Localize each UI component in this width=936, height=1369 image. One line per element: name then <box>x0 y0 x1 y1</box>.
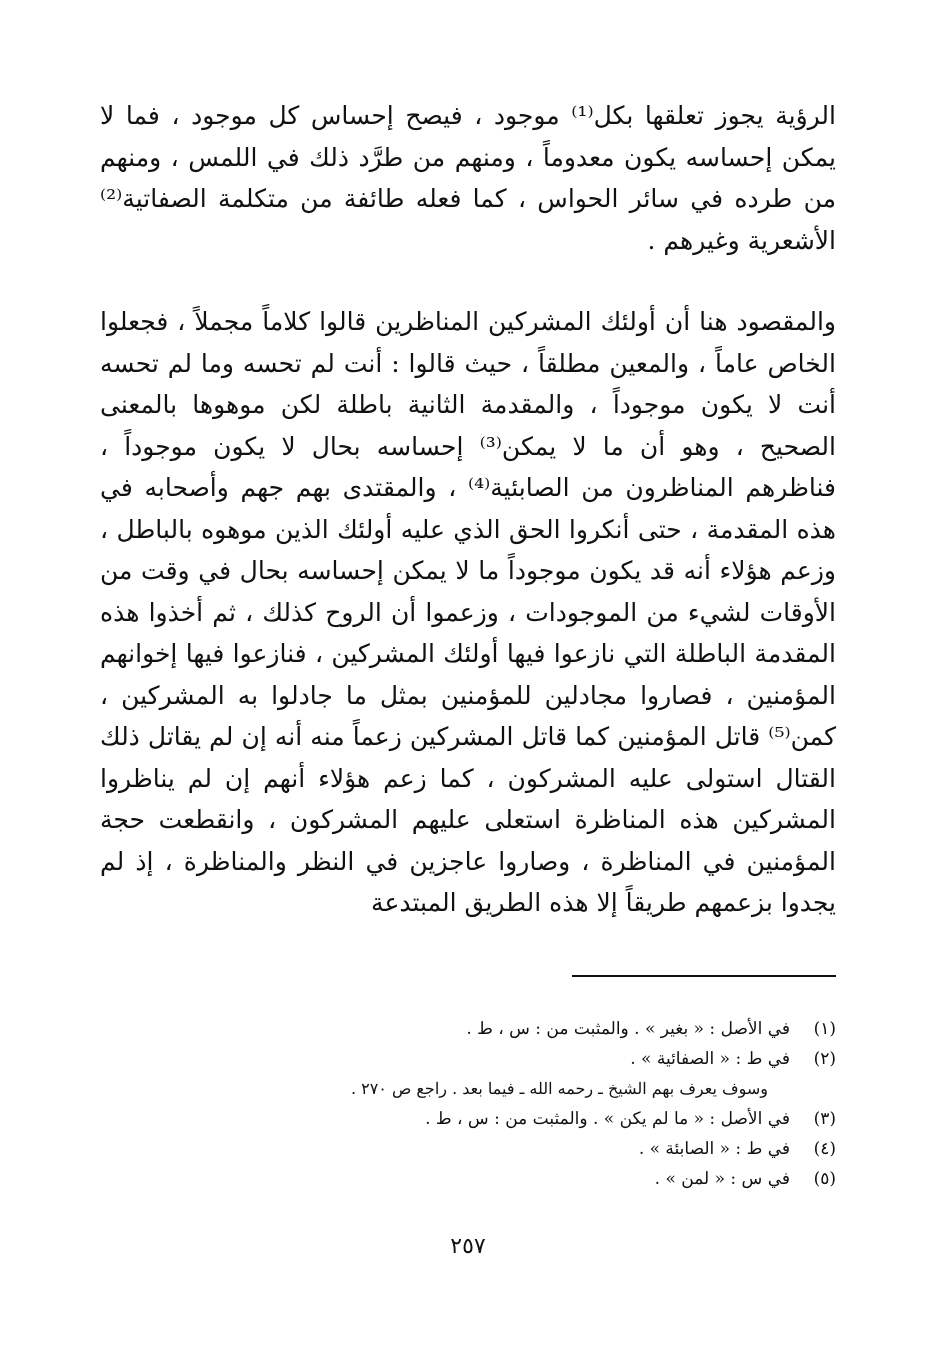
footnote-number: (١) <box>813 1019 836 1039</box>
footnote-text: في الأصل : « بغير » . والمثبت من : س ، ط . <box>466 1019 790 1039</box>
body-paragraph-1: الرؤية يجوز تعلقها بكل⁽¹⁾ موجود ، فيصح إحساس كل موجود ، فما لا يمكن إحساسه يكون معدوماً ، ومنهم من طرَّد ذلك في اللمس ، ومنهم من طرده في سائر الحواس ، كما فعله طائفة من متكلمة الصفاتية⁽²⁾ الأشعرية وغيرهم . <box>100 101 836 255</box>
footnote-text: في س : « لمن » . <box>654 1169 790 1189</box>
footnote-number: (٥) <box>813 1169 836 1189</box>
footnotes-list <box>100 1014 836 1194</box>
footnote-text: في الأصل : « ما لم يكن » . والمثبت من : س ، ط . <box>425 1109 790 1129</box>
footnote-number: (٤) <box>813 1139 836 1159</box>
footnote-4 <box>100 1134 836 1164</box>
footnote-text: في ط : « الصفائية » . <box>630 1049 790 1069</box>
footnote-number: (٣) <box>813 1109 836 1129</box>
footnote-number: (٢) <box>813 1049 836 1069</box>
footnote-3 <box>100 1104 836 1134</box>
footnote-divider <box>572 975 836 977</box>
footnote-text: وسوف يعرف بهم الشيخ ـ رحمه الله ـ فيما بعد . راجع ص ٢٧٠ . <box>350 1079 768 1098</box>
body-paragraph-2: والمقصود هنا أن أولئك المشركين المناظرين قالوا كلاماً مجملاً ، فجعلوا الخاص عاماً ، والمعين مطلقاً ، حيث قالوا : أنت لم تحسه وما لم تحسه أنت لا يكون موجوداً ، والمقدمة الثانية باطلة لكن موهوها بالمعنى الصحيح ، وهو أن ما لا يمكن⁽³⁾ إحساسه بحال لا يكون موجوداً ، فناظرهم المناظرون من الصابئية⁽⁴⁾ ، والمقتدى بهم جهم وأصحابه في هذه المقدمة ، حتى أنكروا الحق الذي عليه أولئك الذين موهوه بالباطل ، وزعم هؤلاء أنه قد يكون موجوداً ما لا يمكن إحساسه بحال في وقت من الأوقات لشيء من الموجودات ، وزعموا أن الروح كذلك ، ثم أخذوا هذه المقدمة الباطلة التي نازعوا فيها أولئك المشركين ، فنازعوا فيها إخوانهم المؤمنين ، فصاروا مجادلين للمؤمنين بمثل ما جادلوا به المشركين ، كمن⁽⁵⁾ قاتل المؤمنين كما قاتل المشركين زعماً منه أنه إن لم يقاتل ذلك القتال استولى عليه المشركون ، كما زعم هؤلاء أنهم إن لم يناظروا المشركين هذه المناظرة استعلى عليهم المشركون ، وانقطعت حجة المؤمنين في المناظرة ، وصاروا عاجزين في النظر والمناظرة ، إذ لم يجدوا بزعمهم طريقاً إلا هذه الطريق المبتدعة <box>100 307 837 917</box>
footnote-text: في ط : « الصابئة » . <box>638 1139 790 1159</box>
footnote-2 <box>100 1044 836 1074</box>
footnote-2-continuation <box>100 1074 836 1104</box>
page-number: ٢٥٧ <box>450 1234 486 1259</box>
footnote-5 <box>100 1164 836 1194</box>
footnote-1 <box>100 1014 836 1044</box>
